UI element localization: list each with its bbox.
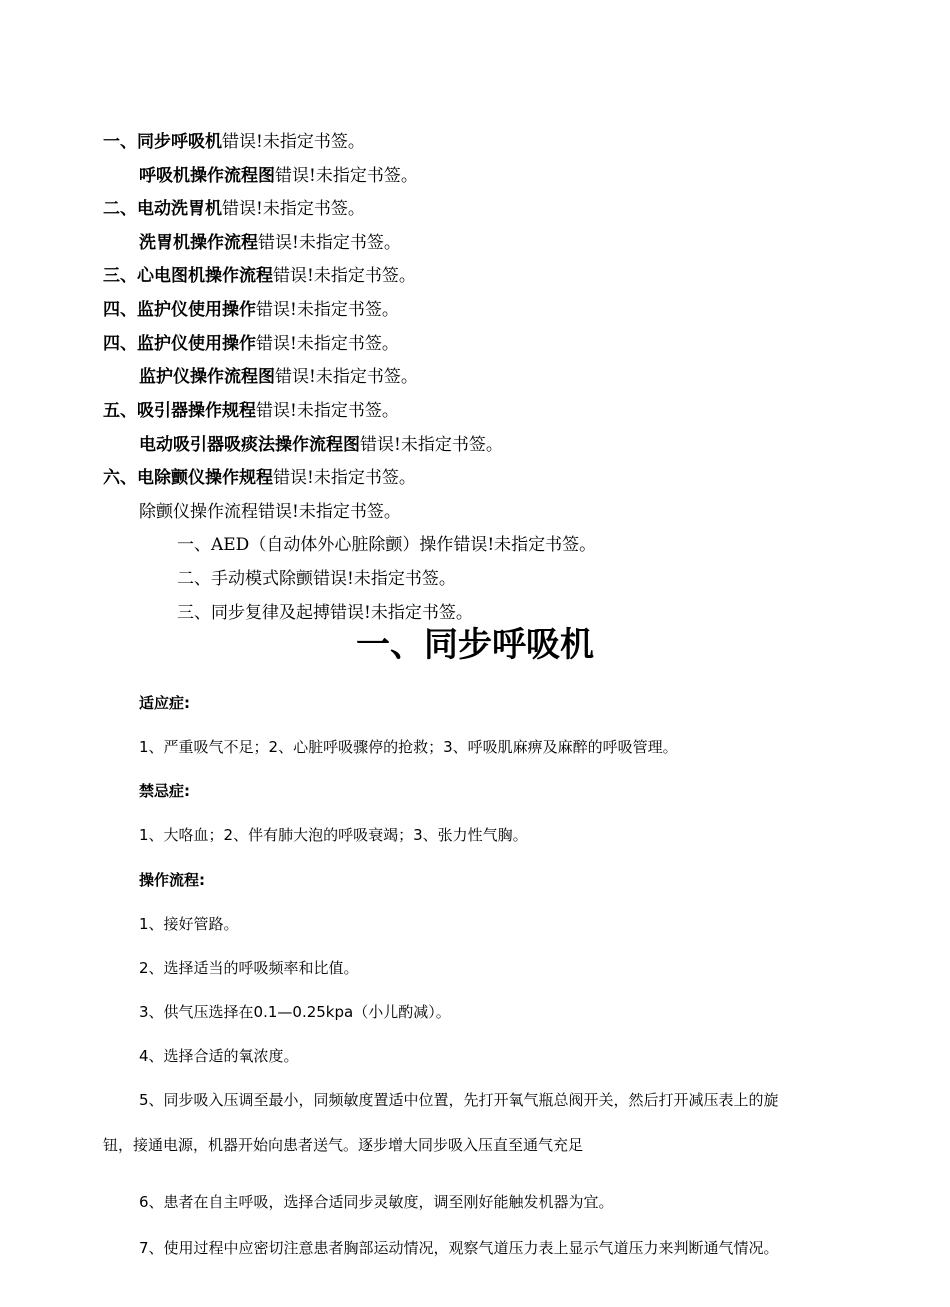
toc-item-error: 错误!未指定书签。 <box>330 603 473 623</box>
toc-item-error: 错误!未指定书签。 <box>256 401 399 421</box>
contraindications-heading: 禁忌症: <box>139 782 190 800</box>
procedure-step: 1、接好管路。 <box>139 915 239 933</box>
toc-item-error: 错误!未指定书签。 <box>453 535 597 555</box>
toc-item-label: 一、AED（自动体外心脏除颤）操作 <box>177 535 454 555</box>
toc-item-10[interactable] <box>139 428 503 462</box>
toc-item-error: 错误!未指定书签。 <box>256 300 399 320</box>
toc-item-label: 四、监护仪使用操作 <box>103 300 256 320</box>
toc-item-label: 除颤仪操作流程 <box>139 502 258 522</box>
toc-item-error: 错误!未指定书签。 <box>222 199 365 219</box>
toc-item-8[interactable] <box>139 360 418 394</box>
toc-item-error: 错误!未指定书签。 <box>275 166 418 186</box>
toc-item-label: 三、心电图机操作流程 <box>103 266 273 286</box>
toc-item-14[interactable] <box>177 562 456 596</box>
procedure-step: 2、选择适当的呼吸频率和比值。 <box>139 959 359 977</box>
toc-item-label: 呼吸机操作流程图 <box>139 166 275 186</box>
toc-item-13[interactable] <box>177 528 596 562</box>
toc-item-error: 错误!未指定书签。 <box>258 233 401 253</box>
toc-item-label: 一、同步呼吸机 <box>103 132 222 152</box>
toc-item-4[interactable] <box>139 226 401 260</box>
toc-item-label: 三、同步复律及起搏 <box>177 603 330 623</box>
toc-item-label: 四、监护仪使用操作 <box>103 334 256 354</box>
toc-item-label: 洗胃机操作流程 <box>139 233 258 253</box>
toc-item-error: 错误!未指定书签。 <box>256 334 399 354</box>
toc-item-error: 错误!未指定书签。 <box>273 266 416 286</box>
toc-item-11[interactable] <box>103 461 416 495</box>
indications-text: 1、严重吸气不足；2、心脏呼吸骤停的抢救；3、呼吸肌麻痹及麻醉的呼吸管理。 <box>139 738 678 756</box>
toc-item-3[interactable] <box>103 192 365 226</box>
procedure-step: 5、同步吸入压调至最小，同频敏度置适中位置，先打开氧气瓶总阀开关，然后打开减压表上的旋 <box>139 1091 779 1109</box>
toc-item-6[interactable] <box>103 293 399 327</box>
toc-item-label: 五、吸引器操作规程 <box>103 401 256 421</box>
indications-heading: 适应症: <box>139 694 190 712</box>
toc-item-error: 错误!未指定书签。 <box>273 468 416 488</box>
procedure-step-continuation: 钮，接通电源，机器开始向患者送气。逐步增大同步吸入压直至通气充足 <box>103 1136 584 1154</box>
toc-item-label: 监护仪操作流程图 <box>139 367 275 387</box>
toc-item-1[interactable] <box>103 125 365 159</box>
toc-item-7[interactable] <box>103 327 399 361</box>
contraindications-text: 1、大咯血；2、伴有肺大泡的呼吸衰竭；3、张力性气胸。 <box>139 826 528 844</box>
procedure-step: 6、患者在自主呼吸，选择合适同步灵敏度，调至刚好能触发机器为宜。 <box>139 1193 614 1211</box>
procedure-step: 7、使用过程中应密切注意患者胸部运动情况，观察气道压力表上显示气道压力来判断通气情况。 <box>139 1239 779 1257</box>
toc-item-error: 错误!未指定书签。 <box>360 435 503 455</box>
toc-item-2[interactable] <box>139 159 418 193</box>
toc-item-error: 错误!未指定书签。 <box>258 502 401 522</box>
toc-item-12[interactable] <box>139 495 401 529</box>
toc-item-label: 六、电除颤仪操作规程 <box>103 468 273 488</box>
toc-item-9[interactable] <box>103 394 399 428</box>
toc-item-error: 错误!未指定书签。 <box>275 367 418 387</box>
procedure-heading: 操作流程: <box>139 871 205 889</box>
toc-item-label: 二、电动洗胃机 <box>103 199 222 219</box>
toc-item-label: 二、手动模式除颤 <box>177 569 313 589</box>
section-title: 一、同步呼吸机 <box>356 625 594 665</box>
procedure-step: 4、选择合适的氧浓度。 <box>139 1047 299 1065</box>
toc-item-error: 错误!未指定书签。 <box>222 132 365 152</box>
toc-item-5[interactable] <box>103 259 416 293</box>
toc-item-error: 错误!未指定书签。 <box>313 569 456 589</box>
toc-item-label: 电动吸引器吸痰法操作流程图 <box>139 435 360 455</box>
procedure-step: 3、供气压选择在0.1—0.25kpa（小儿酌减）。 <box>139 1003 451 1021</box>
